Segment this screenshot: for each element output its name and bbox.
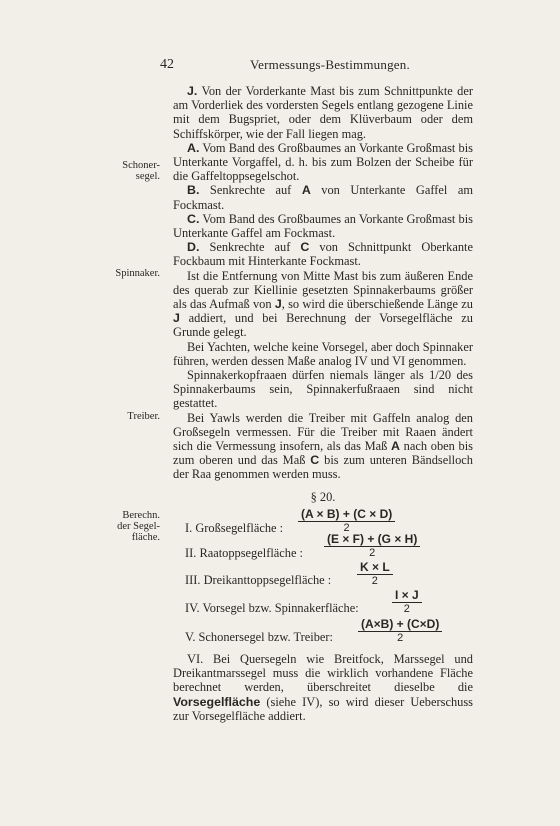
section-heading: § 20.	[310, 490, 336, 504]
formula-label-2: II. Raatoppsegelfläche :	[185, 546, 304, 560]
paragraph-spinnaker-3: Spinnakerkopfraaen dürfen niemals länger als 1/20 des Spinnakerbaums sein, Spinnakerfußraaen sind nicht gestattet.	[173, 368, 473, 411]
label-j: J.	[187, 84, 198, 98]
paragraph-treiber: Bei Yawls werden die Treiber mit Gaffeln analog den Großsegeln vermessen. Für die Treiber mit Raaen ändert sich die Vermessung insofern, als das Maß A nach oben bis zum oberen und das Maß C bis zum unteren Bändselloch der Raa genommen werden muss.	[173, 410, 473, 482]
side-note-schonersegel: Schoner- segel.	[122, 160, 160, 182]
side-note-berechnung: Berechn. der Segel- fläche.	[117, 510, 160, 543]
paragraph-spinnaker-2: Bei Yachten, welche keine Vorsegel, aber doch Spinnaker führen, werden dessen Maße analog IV und VI genommen.	[173, 339, 473, 368]
paragraph-d: D. Senkrechte auf C von Schnittpunkt Oberkante Fockbaum mit Hinterkante Fockmast.	[173, 240, 473, 269]
formula-label-4: IV. Vorsegel bzw. Spinnakerfläche:	[185, 601, 359, 615]
formula-fraction-5: $\frac{(A\times B) + (C\times D)}{2}$	[358, 618, 442, 644]
label-b: B.	[187, 183, 200, 198]
formula-label-3: III. Dreikanttoppsegelfläche :	[185, 573, 332, 587]
formula-label-1: I. Großsegelfläche :	[185, 521, 284, 535]
label-d: D.	[187, 240, 200, 255]
paragraph-spinnaker-1: Ist die Entfernung von Mitte Mast bis zum äußeren Ende des querab zur Kiellinie gesetzten Spinnakerbaums größer als das Aufmaß von J, so wird die überschießende Länge zu J addiert, und bei Berechnung der Vorsegelfläche zu Grunde gelegt.	[173, 268, 473, 340]
formula-fraction-4: $\frac{I \times J}{2}$	[392, 589, 422, 615]
paragraph-a: A. Vom Band des Großbaumes an Vorkante Großmast bis Unterkante Vorgaffel, d. h. bis zum Bolzen der Scheibe für die Gaffeltoppsegelschot.	[173, 140, 474, 184]
fraction-one-twentieth: 1/20	[429, 368, 452, 383]
paragraph-c: C. Vom Band des Großbaumes an Vorkante Großmast bis Unterkante Gaffel am Fockmast.	[173, 211, 474, 241]
label-c: C.	[187, 211, 200, 226]
formula-fraction-1: $\frac{(A \times B) + (C \times D)}{2}$	[298, 508, 395, 534]
page-number: 42	[160, 57, 174, 72]
paragraph-j: J. Von der Vorderkante Mast bis zum Schnittpunkte der am Vorderliek des vordersten Segels entlang gezogene Linie mit dem Bugspriet, oder dem Klüverbaum oder dem Schiffskörper, wie der Fall liegen mag.	[173, 84, 474, 141]
label-a: A.	[187, 140, 200, 155]
paragraph-vi: VI. Bei Quersegeln wie Breitfock, Marssegel und Dreikantmarssegel muss die wirklich vorhandene Fläche berechnet werden, überschreitet dieselbe die Vorsegelfläche (siehe IV), so wird dieser Ueberschuss zur Vorsegelfläche addiert.	[173, 652, 473, 723]
main-text	[173, 84, 473, 482]
formula-label-5: V. Schonersegel bzw. Treiber:	[185, 630, 333, 644]
formula-fraction-2: $\frac{(E \times F) + (G \times H)}{2}$	[324, 533, 420, 559]
formula-fraction-3: $\frac{K \times L}{2}$	[357, 561, 393, 587]
side-note-treiber: Treiber.	[127, 411, 160, 422]
paragraph-b: B. Senkrechte auf A von Unterkante Gaffel am Fockmast.	[173, 183, 473, 212]
side-note-spinnaker: Spinnaker.	[115, 268, 160, 279]
running-title: Vermessungs-Bestimmungen.	[250, 57, 410, 72]
